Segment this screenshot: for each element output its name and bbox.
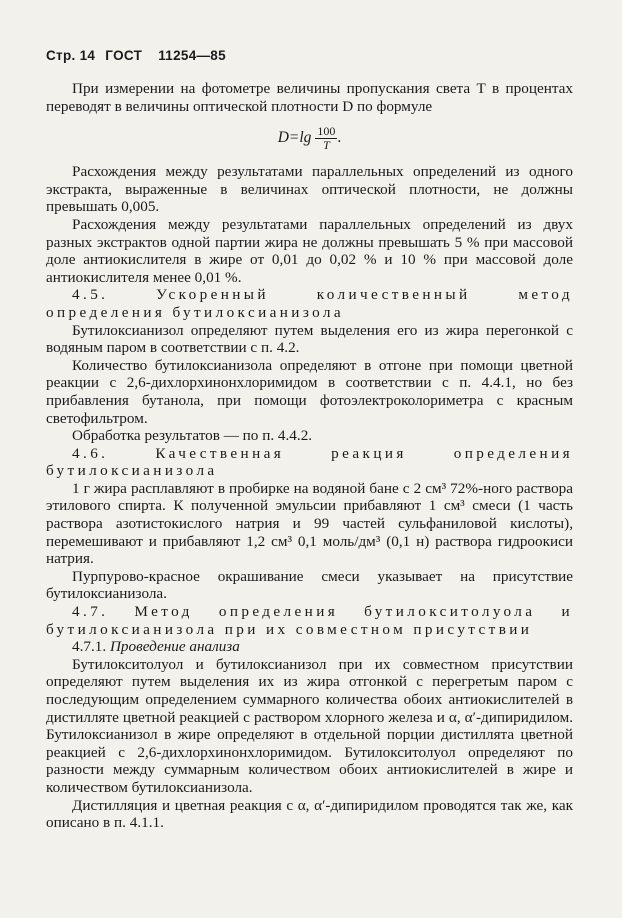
document-body xyxy=(46,80,573,832)
paragraph-4-5-results: Обработка результатов — по п. 4.4.2. xyxy=(72,427,313,445)
formula-lhs: D=lg xyxy=(277,129,312,147)
paragraph-discrepancy-single: Расхождения между результатами параллельных определений из одного экстракта, выраженные в величинах оптической плотности, не должны превышать 0,005. xyxy=(46,163,573,216)
paragraph-photometer: При измерении на фотометре величины пропускания света T в процентах переводят в величины оптической плотности D по формуле xyxy=(46,80,573,115)
section-4-6-title: 4.6. Качественная реакция определения бутилоксианизола xyxy=(46,444,573,480)
paragraph-discrepancy-two: Расхождения между результатами параллельных определений из двух разных экстрактов одной партии жира не должны превышать 5 % при массовой доле антиокислителя в жире от 0,01 до 0,02 % и 10 % при массовой доле антиокислителя менее 0,01 %. xyxy=(46,215,573,286)
paragraph-4-7-1-analysis: Бутилокситолуол и бутилоксианизол при их совместном присутствии определяют путем выделения их из жира отгонкой с перегретым паром с последующим определением суммарного количества обоих антиокислителей в дистилляте цветной реакцией с раствором хлорного железа и α, α′-дипиридилом. Бутилоксианизол в жире определяют в отдельной порции дистиллята цветной реакцией с 2,6-дихлорхинонхлоримидом. Бутилокситолуол определяют по разности между суммарным количеством обоих антиокислителей в жире и количеством бутилоксианизола. xyxy=(46,655,573,796)
formula-numerator: 100 xyxy=(317,123,336,138)
formula-denominator: T xyxy=(323,137,330,152)
standard-number: 11254—85 xyxy=(158,48,226,63)
section-4-7-1-title: Проведение анализа xyxy=(109,638,240,656)
paragraph-4-5-quantity: Количество бутилоксианизола определяют в отгоне при помощи цветной реакции с 2,6-дихлорхинонхлоримидом в соответствии с п. 4.4.1, но без прибавления бутанола, при помощи фотоэлектроколориметра с красным светофильтром. xyxy=(46,356,573,427)
optical-density-formula xyxy=(46,121,573,155)
section-4-7-1-heading xyxy=(46,638,573,656)
formula-fraction xyxy=(315,125,337,152)
page-number: Стр. 14 xyxy=(46,48,96,63)
paragraph-4-5-method: Бутилоксианизол определяют путем выделения его из жира перегонкой с водяным паром в соответствии с п. 4.2. xyxy=(46,321,573,357)
paragraph-4-6-procedure: 1 г жира расплавляют в пробирке на водяной бане с 2 см³ 72%-ного раствора этилового спирта. К полученной эмульсии прибавляют 1 см³ смеси (1 часть раствора азотистокислого натрия и 99 частей сульфаниловой кислоты), перемешивают и прибавляют 1,2 см³ 0,1 моль/дм³ (0,1 н) раствора гидроокиси натрия. xyxy=(46,479,573,568)
paragraph-4-6-result: Пурпурово-красное окрашивание смеси указывает на присутствие бутилоксианизола. xyxy=(46,567,573,603)
paragraph-4-7-1-distillation: Дистилляция и цветная реакция с α, α′-дипиридилом проводятся так же, как описано в п. 4.1.1. xyxy=(46,796,573,832)
section-4-7-title: 4.7. Метод определения бутилокситолуола и бутилоксианизола при их совместном присутствии xyxy=(46,603,573,638)
standard-label: ГОСТ xyxy=(105,48,143,63)
page-header xyxy=(46,48,232,63)
formula-tail: . xyxy=(337,129,342,147)
section-4-7-1-number: 4.7.1. xyxy=(72,638,107,656)
section-4-5-title: 4.5. Ускоренный количественный метод определения бутилоксианизола xyxy=(46,286,573,321)
